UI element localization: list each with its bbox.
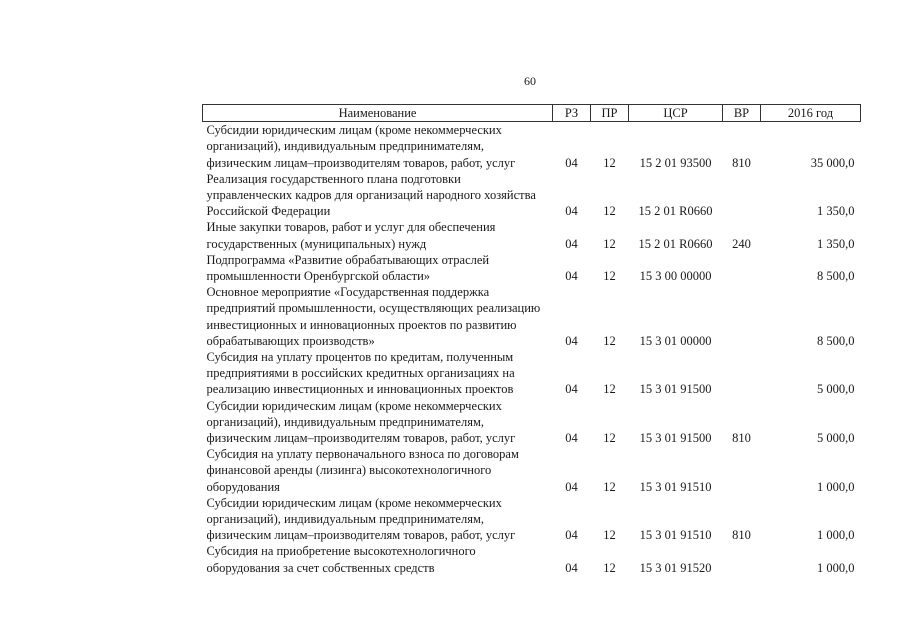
row-vr: 810 <box>732 155 751 170</box>
row-name-line: Российской Федерации <box>206 204 331 219</box>
row-name-line: организаций), индивидуальным предпринимателям, <box>206 139 484 154</box>
row-amount: 8 500,0 <box>817 269 855 284</box>
row-vr <box>723 171 761 220</box>
row-name-line: Субсидия на уплату процентов по кредитам, полученным <box>206 350 514 365</box>
budget-table <box>202 104 861 576</box>
row-name <box>203 219 553 251</box>
row-amount: 1 000,0 <box>817 479 855 494</box>
row-name-line: Субсидии юридическим лицам (кроме некоммерческих <box>206 495 502 510</box>
row-vr <box>723 252 761 284</box>
row-pr: 12 <box>603 431 616 446</box>
row-name-line: Субсидии юридическим лицам (кроме некоммерческих <box>206 398 502 413</box>
table-row <box>203 171 861 220</box>
row-name <box>203 171 553 220</box>
row-name-line: оборудования <box>206 479 280 494</box>
row-rz: 04 <box>565 431 578 446</box>
row-name-line: физическим лицам–производителям товаров, работ, услуг <box>206 431 516 446</box>
row-vr <box>723 284 761 349</box>
row-csr: 15 3 01 91510 <box>639 479 712 494</box>
row-amount: 1 350,0 <box>817 236 855 251</box>
column-header-pr: ПР <box>591 105 629 122</box>
row-pr: 12 <box>603 479 616 494</box>
row-name-line: Реализация государственного плана подготовки <box>206 171 461 186</box>
row-rz: 04 <box>565 479 578 494</box>
row-vr: 810 <box>732 528 751 543</box>
row-name-line: обрабатывающих производств» <box>206 333 375 348</box>
column-header-name: Наименование <box>203 105 553 122</box>
row-name <box>203 495 553 544</box>
row-name-line: Субсидии юридическим лицам (кроме некоммерческих <box>206 123 502 138</box>
row-name-line: предприятий промышленности, осуществляющих реализацию <box>206 301 541 316</box>
row-rz: 04 <box>565 269 578 284</box>
row-name-line: Субсидия на приобретение высокотехнологичного <box>206 544 476 559</box>
row-amount: 1 350,0 <box>817 204 855 219</box>
column-header-rz: РЗ <box>553 105 591 122</box>
row-amount: 35 000,0 <box>810 155 855 170</box>
row-rz: 04 <box>565 204 578 219</box>
row-csr: 15 2 01 R0660 <box>638 204 713 219</box>
column-header-csr: ЦСР <box>629 105 723 122</box>
row-amount: 1 000,0 <box>817 528 855 543</box>
row-csr: 15 2 01 R0660 <box>638 236 713 251</box>
row-name-line: государственных (муниципальных) нужд <box>206 236 427 251</box>
table-row <box>203 446 861 495</box>
table-row <box>203 284 861 349</box>
row-name <box>203 252 553 284</box>
row-vr <box>723 543 761 575</box>
row-name-line: Основное мероприятие «Государственная поддержка <box>206 285 490 300</box>
row-amount: 5 000,0 <box>817 431 855 446</box>
page-number: 60 <box>524 74 536 88</box>
table-row <box>203 398 861 447</box>
row-rz: 04 <box>565 528 578 543</box>
row-name-line: реализацию инвестиционных и инновационных проектов <box>206 382 514 397</box>
column-header-vr: ВР <box>723 105 761 122</box>
table-row <box>203 122 861 171</box>
row-name <box>203 398 553 447</box>
row-amount: 8 500,0 <box>817 333 855 348</box>
row-name-line: промышленности Оренбургской области» <box>206 269 431 284</box>
row-name <box>203 446 553 495</box>
table-body <box>203 122 861 576</box>
column-header-year: 2016 год <box>761 105 861 122</box>
table-row <box>203 252 861 284</box>
row-csr: 15 3 00 00000 <box>639 269 712 284</box>
row-pr: 12 <box>603 269 616 284</box>
row-pr: 12 <box>603 382 616 397</box>
row-pr: 12 <box>603 560 616 575</box>
row-name <box>203 349 553 398</box>
table-row <box>203 349 861 398</box>
row-name-line: финансовой аренды (лизинга) высокотехнологичного <box>206 463 492 478</box>
table-header-row <box>203 105 861 122</box>
row-csr: 15 3 01 91500 <box>639 431 712 446</box>
row-csr: 15 3 01 91520 <box>639 560 712 575</box>
table-row <box>203 495 861 544</box>
row-rz: 04 <box>565 560 578 575</box>
table-row <box>203 219 861 251</box>
row-name-line: предприятиями в российских кредитных организациях на <box>206 366 515 381</box>
row-name-line: управленческих кадров для организаций народного хозяйства <box>206 188 536 203</box>
row-name-line: организаций), индивидуальным предпринимателям, <box>206 512 484 527</box>
row-pr: 12 <box>603 155 616 170</box>
row-name-line: инвестиционных и инновационных проектов по развитию <box>206 317 517 332</box>
table-row <box>203 543 861 575</box>
row-name-line: оборудования за счет собственных средств <box>206 560 435 575</box>
row-name <box>203 284 553 349</box>
row-rz: 04 <box>565 236 578 251</box>
row-csr: 15 2 01 93500 <box>639 155 712 170</box>
row-csr: 15 3 01 00000 <box>639 333 712 348</box>
row-name-line: физическим лицам–производителям товаров, работ, услуг <box>206 155 516 170</box>
row-rz: 04 <box>565 382 578 397</box>
row-csr: 15 3 01 91500 <box>639 382 712 397</box>
row-vr <box>723 446 761 495</box>
row-rz: 04 <box>565 333 578 348</box>
row-amount: 5 000,0 <box>817 382 855 397</box>
row-vr <box>723 349 761 398</box>
row-pr: 12 <box>603 236 616 251</box>
row-name-line: физическим лицам–производителям товаров, работ, услуг <box>206 528 516 543</box>
row-rz: 04 <box>565 155 578 170</box>
row-name <box>203 122 553 171</box>
row-name-line: Субсидия на уплату первоначального взноса по договорам <box>206 447 519 462</box>
row-amount: 1 000,0 <box>817 560 855 575</box>
row-name <box>203 543 553 575</box>
row-csr: 15 3 01 91510 <box>639 528 712 543</box>
row-pr: 12 <box>603 204 616 219</box>
row-vr: 810 <box>732 431 751 446</box>
row-vr: 240 <box>732 236 751 251</box>
row-name-line: организаций), индивидуальным предпринимателям, <box>206 414 484 429</box>
row-name-line: Подпрограмма «Развитие обрабатывающих отраслей <box>206 252 490 267</box>
row-name-line: Иные закупки товаров, работ и услуг для обеспечения <box>206 220 496 235</box>
row-pr: 12 <box>603 528 616 543</box>
row-pr: 12 <box>603 333 616 348</box>
